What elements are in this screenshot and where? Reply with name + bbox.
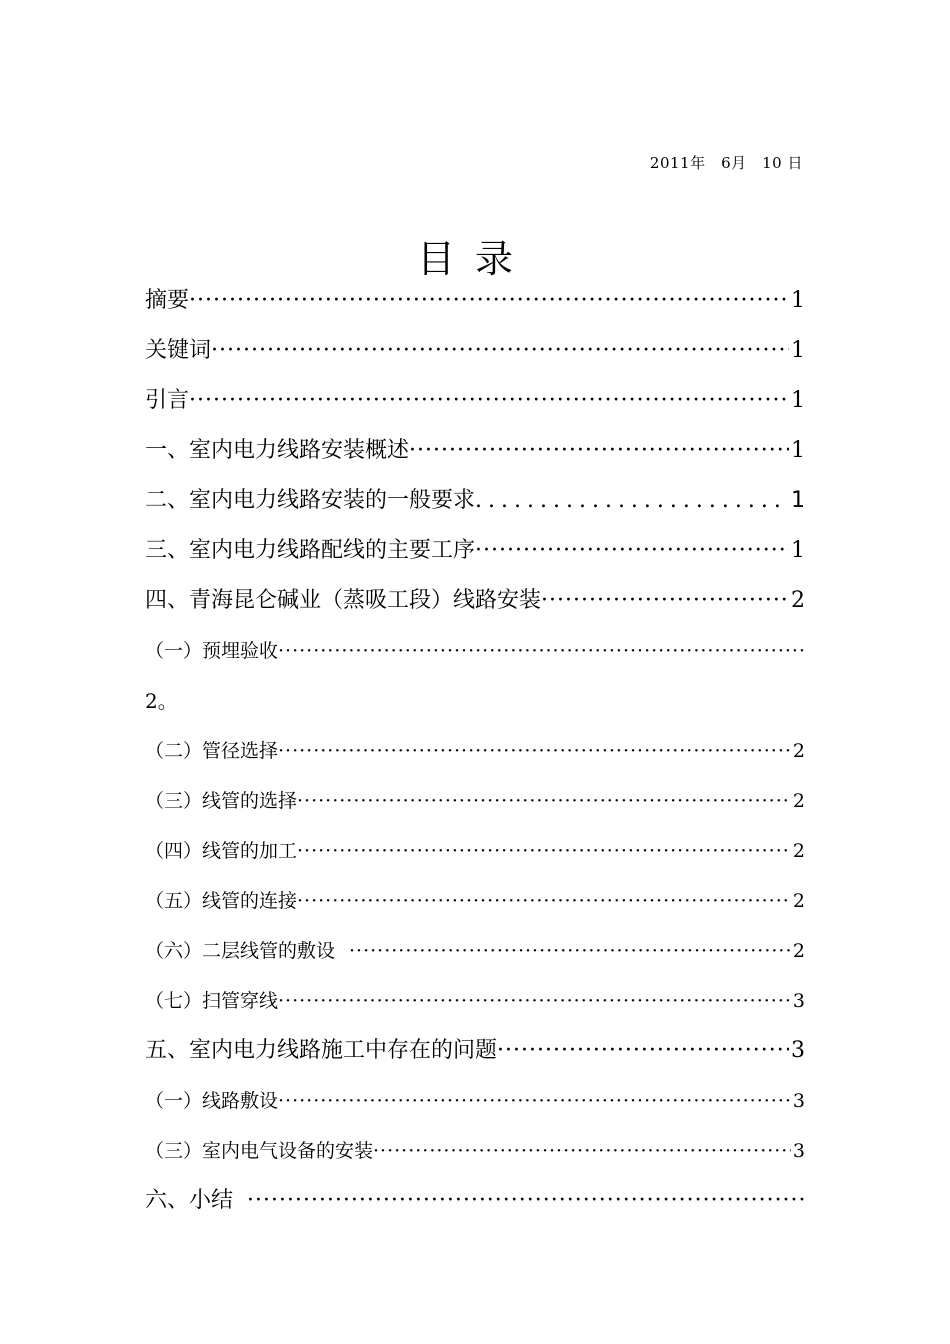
toc-entry-page: 1 [791, 288, 805, 313]
toc-entry-label: （七）扫管穿线 [145, 990, 279, 1012]
toc-entry-section-6[interactable] [145, 1176, 805, 1226]
toc-leader-dots [297, 876, 791, 926]
toc-entry-label: 关键词 [145, 338, 212, 363]
toc-entry-wrapped-page [145, 676, 805, 726]
toc-entry-4-7[interactable] [145, 976, 805, 1026]
toc-entry-label: 六、小结 [145, 1188, 234, 1213]
toc-entry-label: （三）室内电气设备的安装 [145, 1140, 374, 1162]
toc-entry-introduction[interactable] [145, 376, 805, 426]
toc-entry-page: 2 [792, 790, 805, 812]
toc-entry-label: 2。 [145, 689, 178, 713]
toc-entry-label: 五、室内电力线路施工中存在的问题 [145, 1038, 498, 1063]
toc-entry-page: 3 [792, 990, 805, 1012]
toc-entry-4-5[interactable] [145, 876, 805, 926]
toc-leader-dots [189, 376, 789, 426]
toc-entry-section-3[interactable] [145, 526, 805, 576]
toc-entry-page: 3 [792, 1090, 805, 1112]
toc-leader-dots [189, 276, 789, 326]
toc-entry-label: （一）预埋验收 [145, 640, 279, 662]
toc-entry-section-1[interactable] [145, 426, 805, 476]
toc-entry-4-1[interactable] [145, 626, 805, 676]
toc-entry-section-5[interactable] [145, 1026, 805, 1076]
toc-entry-abstract[interactable] [145, 276, 805, 326]
toc-entry-4-3[interactable] [145, 776, 805, 826]
toc-entry-page: 2 [792, 840, 805, 862]
toc-entry-page: 2 [792, 890, 805, 912]
toc-entry-section-4[interactable] [145, 576, 805, 626]
toc-leader-dots [278, 1076, 791, 1126]
toc-entry-4-4[interactable] [145, 826, 805, 876]
toc-entry-label: 摘要 [145, 288, 190, 313]
toc-entry-label: 四、青海昆仑碱业（蒸吸工段）线路安装 [145, 588, 542, 613]
toc-entry-keywords[interactable] [145, 326, 805, 376]
toc-entry-page: 1 [791, 388, 805, 413]
toc-entry-label: （五）线管的连接 [145, 890, 298, 912]
toc-leader-dots [278, 726, 791, 776]
toc-entry-label: 二、室内电力线路安装的一般要求 [145, 488, 476, 513]
toc-entry-5-3[interactable] [145, 1126, 805, 1176]
toc-entry-4-2[interactable] [145, 726, 805, 776]
toc-leader-dots [278, 976, 791, 1026]
toc-title: 目录 [416, 237, 533, 281]
toc-leader-dots [475, 526, 789, 576]
toc-entry-section-2[interactable] [145, 476, 805, 526]
toc-entry-5-1[interactable] [145, 1076, 805, 1126]
toc-leader-dots [409, 426, 789, 476]
toc-leader-dots [373, 1126, 791, 1176]
toc-leader-dots [349, 926, 791, 976]
toc-leader-dots [211, 326, 789, 376]
toc-leader-dots [541, 576, 789, 626]
toc-leader-dots [297, 826, 791, 876]
toc-leader-dots [475, 476, 789, 526]
toc-entry-label: 一、室内电力线路安装概述 [145, 438, 410, 463]
toc-entry-page: 3 [791, 1038, 805, 1063]
table-of-contents [145, 276, 805, 1226]
toc-entry-page: 1 [791, 538, 805, 563]
toc-entry-page: 3 [792, 1140, 805, 1162]
toc-entry-label: （一）线路敷设 [145, 1090, 279, 1112]
toc-leader-dots [247, 1176, 805, 1226]
document-date: 2011年 6月 10 日 [649, 154, 803, 172]
toc-entry-page: 2 [791, 588, 805, 613]
toc-entry-page: 2 [792, 740, 805, 762]
toc-entry-label: 引言 [145, 388, 190, 413]
toc-entry-label: （四）线管的加工 [145, 840, 298, 862]
toc-leader-dots [278, 626, 805, 676]
toc-entry-page: 1 [791, 438, 805, 463]
toc-entry-label: （二）管径选择 [145, 740, 279, 762]
toc-entry-label: 三、室内电力线路配线的主要工序 [145, 538, 476, 563]
toc-entry-4-6[interactable] [145, 926, 805, 976]
toc-entry-page: 1 [791, 338, 805, 363]
toc-entry-page: 1 [791, 488, 805, 513]
toc-entry-page: 2 [792, 940, 805, 962]
toc-entry-label: （三）线管的选择 [145, 790, 298, 812]
toc-entry-label: （六）二层线管的敷设 [145, 940, 336, 962]
toc-leader-dots [497, 1026, 789, 1076]
toc-leader-dots [297, 776, 791, 826]
